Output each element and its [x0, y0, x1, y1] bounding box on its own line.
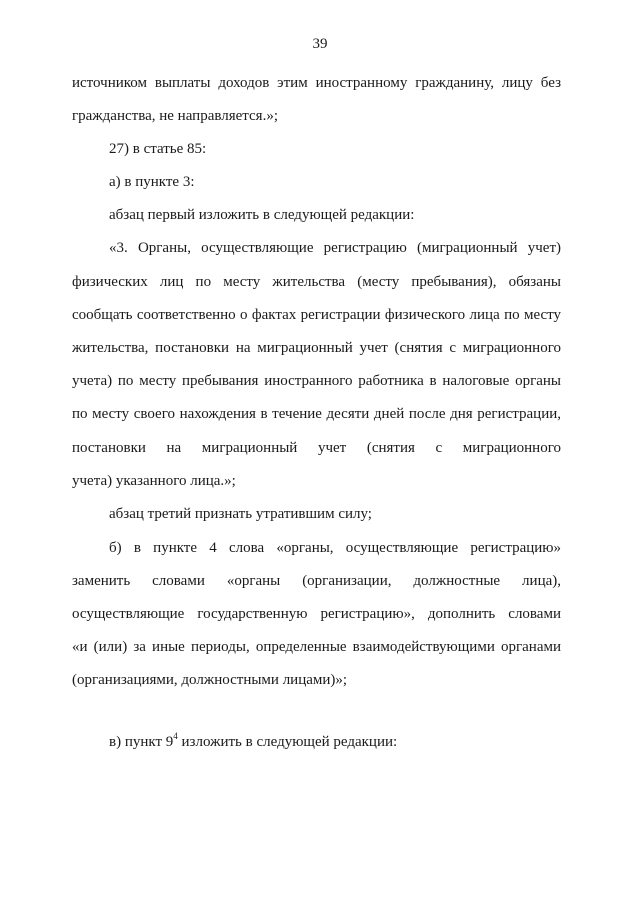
- text-line: б) в пункте 4 слова «органы, осуществляющие регистрацию»: [109, 540, 561, 556]
- text-line: учета) по месту пребывания иностранного работника в налоговые органы: [72, 373, 561, 389]
- list-item-heading: а) в пункте 3:: [109, 174, 195, 190]
- text-line: (организациями, должностными лицами)»;: [72, 672, 348, 688]
- text-line: источником выплаты доходов этим иностранному гражданину, лицу без: [72, 75, 561, 91]
- text-line: по месту своего нахождения в течение десяти дней после дня регистрации,: [72, 406, 561, 422]
- text-line: [109, 732, 397, 752]
- superscript: 4: [173, 731, 178, 741]
- text-line: постановки на миграционный учет (снятия с миграционного: [72, 440, 561, 456]
- text-line: «3. Органы, осуществляющие регистрацию (миграционный учет): [109, 240, 561, 256]
- text-line: заменить словами «органы (организации, должностные лица),: [72, 573, 561, 589]
- text-line: абзац третий признать утратившим силу;: [109, 506, 372, 522]
- text-line: физических лиц по месту жительства (месту пребывания), обязаны: [72, 274, 561, 290]
- text-line: жительства, постановки на миграционный учет (снятия с миграционного: [72, 340, 561, 356]
- text-line: абзац первый изложить в следующей редакции:: [109, 207, 415, 223]
- text-line: осуществляющие государственную регистрацию», дополнить словами: [72, 606, 561, 622]
- text-fragment: изложить в следующей редакции:: [177, 734, 398, 750]
- list-item-heading: 27) в статье 85:: [109, 141, 207, 157]
- text-line: сообщать соответственно о фактах регистрации физического лица по месту: [72, 307, 561, 323]
- text-line: «и (или) за иные периоды, определенные взаимодействующими органами: [72, 639, 561, 655]
- text-line: гражданства, не направляется.»;: [72, 108, 278, 124]
- text-line: учета) указанного лица.»;: [72, 473, 236, 489]
- page-number: 39: [312, 36, 328, 52]
- text-fragment: в) пункт 9: [109, 734, 174, 750]
